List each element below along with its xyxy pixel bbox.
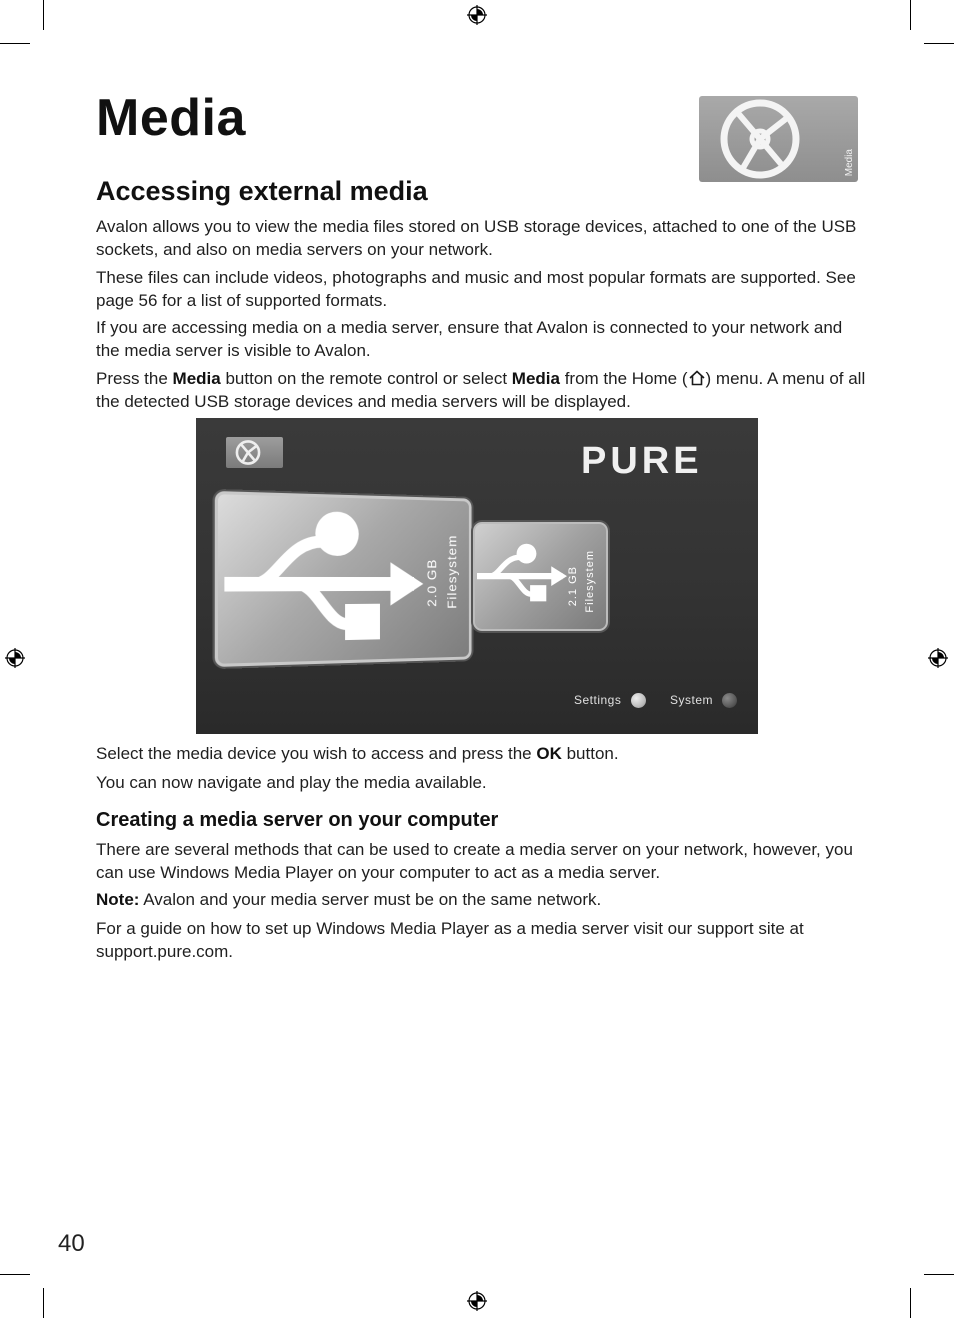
note-text: Avalon and your media server must be on the same network.	[139, 890, 602, 909]
text-run: button on the remote control or select	[220, 369, 512, 388]
text-run: button.	[561, 744, 619, 763]
paragraph	[96, 743, 866, 766]
usb-icon	[224, 509, 423, 645]
text-run: Select the media device you wish to access and press the	[96, 744, 537, 763]
pure-logo: PURE	[581, 440, 703, 482]
paragraph: If you are accessing media on a media server, ensure that Avalon is connected to your network and the media server is visible to Avalon.	[96, 318, 843, 360]
media-menu-screenshot	[196, 418, 758, 734]
paragraph: For a guide on how to set up Windows Media Player as a media server visit our support site at support.pure.com.	[96, 919, 804, 961]
crop-mark	[0, 43, 30, 44]
crop-mark	[924, 1274, 954, 1275]
crop-mark	[0, 1274, 30, 1275]
text-run: from the Home (	[559, 369, 688, 388]
note-label: Note:	[96, 890, 140, 909]
subsection-heading: Creating a media server on your computer	[96, 809, 499, 831]
registration-mark-icon	[467, 5, 487, 25]
page-number: 40	[58, 1230, 85, 1257]
section-tab-label: Media	[844, 148, 855, 176]
paragraph: There are several methods that can be used to create a media server on your network, however, you can use Windows Media Player on your computer to act as a media server.	[96, 840, 853, 882]
usb-device-card[interactable]	[473, 522, 608, 631]
page-title: Media	[96, 89, 246, 147]
system-label: System	[670, 693, 714, 707]
registration-mark-icon	[928, 648, 948, 668]
bold-text: Media	[172, 369, 221, 388]
crop-mark	[910, 0, 911, 30]
home-icon	[688, 370, 706, 386]
registration-mark-icon	[5, 648, 25, 668]
device-size: 2.0 GB	[424, 558, 439, 607]
crop-mark	[924, 43, 954, 44]
usb-device-card[interactable]	[215, 491, 472, 667]
crop-mark	[43, 1288, 44, 1318]
crop-mark	[43, 0, 44, 30]
device-type: Filesystem	[444, 534, 459, 609]
bold-text: Media	[511, 369, 560, 388]
screen-media-tab	[226, 437, 283, 468]
section-tab	[699, 96, 858, 182]
settings-button[interactable]	[631, 693, 646, 708]
note-paragraph	[96, 889, 866, 912]
system-button[interactable]	[722, 693, 737, 708]
media-disc-icon	[717, 98, 803, 180]
section-heading: Accessing external media	[96, 176, 428, 206]
registration-mark-icon	[467, 1291, 487, 1311]
device-size: 2.1 GB	[567, 566, 579, 607]
crop-mark	[910, 1288, 911, 1318]
usb-icon	[477, 538, 567, 608]
settings-label: Settings	[574, 693, 622, 707]
text-run: ) menu. A menu of all the detected USB storage devices and media servers will be displayed.	[96, 369, 866, 411]
text-run: Press the	[96, 369, 173, 388]
paragraph: You can now navigate and play the media available.	[96, 773, 487, 792]
media-disc-icon	[234, 439, 262, 466]
paragraph	[96, 368, 866, 413]
bold-text: OK	[536, 744, 562, 763]
paragraph: Avalon allows you to view the media files stored on USB storage devices, attached to one of the USB sockets, and also on media servers on your network.	[96, 217, 857, 259]
paragraph: These files can include videos, photographs and music and most popular formats are supported. See page 56 for a list of supported formats.	[96, 268, 856, 310]
device-type: Filesystem	[584, 550, 596, 613]
